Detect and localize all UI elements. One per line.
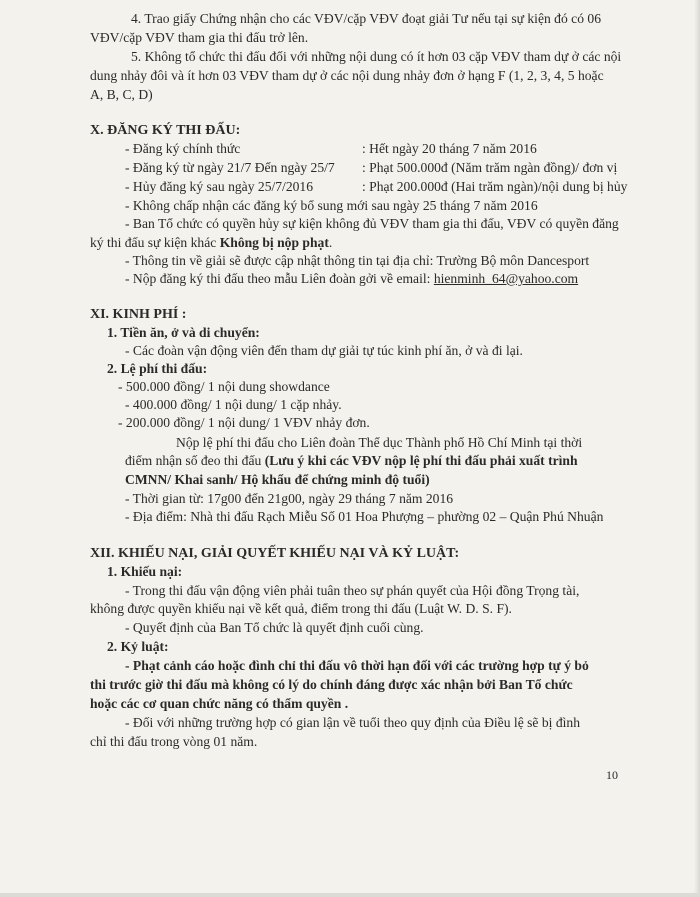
payment-line-3: CMNN/ Khai sanh/ Hộ khẩu để chứng minh độ tuổi) <box>125 472 430 487</box>
reg-note-1: - Không chấp nhận các đăng ký bổ sung mới sau ngày 25 tháng 7 năm 2016 <box>125 198 538 213</box>
reg-row-2-value: : Phạt 500.000đ (Năm trăm ngàn đồng)/ đơn vị <box>362 160 618 175</box>
payment-line-2-text: điểm nhận số đeo thi đấu <box>125 453 265 468</box>
reg-row-1-value: : Hết ngày 20 tháng 7 năm 2016 <box>362 141 537 156</box>
discipline-line-3: hoặc các cơ quan chức năng có thẩm quyền . <box>90 696 349 711</box>
item-4-line-2: VĐV/cặp VĐV tham gia thi đấu trở lên. <box>90 30 309 45</box>
payment-place: - Địa điểm: Nhà thi đấu Rạch Miễu Số 01 Hoa Phượng – phường 02 – Quận Phú Nhuận <box>125 509 604 524</box>
reg-note-3: - Thông tin về giải sẽ được cập nhật thông tin tại địa chỉ: Trường Bộ môn Dancesport <box>125 253 590 268</box>
discipline-line-4: - Đối với những trường hợp có gian lận về tuổi theo quy định của Điều lệ sẽ bị đình <box>125 715 580 730</box>
section-x-title: X. ĐĂNG KÝ THI ĐẤU: <box>90 123 241 138</box>
scan-edge-right <box>694 0 700 897</box>
section-xi-sub1-text: - Các đoàn vận động viên đến tham dự giải tự túc kinh phí ăn, ở và đi lại. <box>125 343 523 358</box>
discipline-line-2: thi trước giờ thi đấu mà không có lý do chính đáng được xác nhận bởi Ban Tổ chức <box>90 677 573 692</box>
item-5-line-1: 5. Không tổ chức thi đấu đối với những nội dung có ít hơn 03 cặp VĐV tham dự ở các nội <box>131 49 622 64</box>
reg-note-2-line-2 <box>90 234 332 252</box>
complaint-line-3: - Quyết định của Ban Tổ chức là quyết định cuối cùng. <box>125 620 424 635</box>
reg-note-4 <box>125 270 578 288</box>
email-link[interactable]: hienminh_64@yahoo.com <box>433 271 579 286</box>
item-5-line-2: dung nhảy đôi và ít hơn 03 VĐV tham dự ở các nội dung nhảy đơn ở hạng F (1, 2, 3, 4, 5 hoặc <box>90 68 604 83</box>
section-xii-title: XII. KHIẾU NẠI, GIẢI QUYẾT KHIẾU NẠI VÀ KỶ LUẬT: <box>90 546 460 561</box>
reg-row-3-value: : Phạt 200.000đ (Hai trăm ngàn)/nội dung bị hủy <box>362 179 628 194</box>
reg-note-4-text: - Nộp đăng ký thi đấu theo mẫu Liên đoàn gởi về email: <box>125 271 434 286</box>
section-xii-sub2: 2. Kỷ luật: <box>107 639 169 654</box>
section-xi-sub1: 1. Tiền ăn, ở và di chuyển: <box>107 325 260 340</box>
section-xii-sub1: 1. Khiếu nại: <box>107 564 183 579</box>
reg-note-2-end: . <box>328 235 333 250</box>
page-number: 10 <box>606 768 618 782</box>
discipline-line-1: - Phạt cảnh cáo hoặc đình chỉ thi đấu vô thời hạn đối với các trường hợp tự ý bỏ <box>125 658 589 673</box>
fee-3: - 200.000 đồng/ 1 nội dung/ 1 VĐV nhảy đơn. <box>118 415 370 430</box>
reg-note-2-bold: Không bị nộp phạt <box>219 235 329 250</box>
discipline-line-5: chỉ thi đấu trong vòng 01 năm. <box>90 734 258 749</box>
reg-row-2-label: - Đăng ký từ ngày 21/7 Đến ngày 25/7 <box>125 160 335 175</box>
complaint-line-1: - Trong thi đấu vận động viên phải tuân theo sự phán quyết của Hội đồng Trọng tài, <box>125 583 580 598</box>
scan-edge-bottom <box>0 893 700 897</box>
payment-time: - Thời gian từ: 17g00 đến 21g00, ngày 29 tháng 7 năm 2016 <box>125 491 454 506</box>
fee-1: - 500.000 đồng/ 1 nội dung showdance <box>118 379 330 394</box>
payment-line-1: Nộp lệ phí thi đấu cho Liên đoàn Thể dục Thành phố Hồ Chí Minh tại thời <box>176 435 583 450</box>
section-xi-title: XI. KINH PHÍ : <box>90 307 187 322</box>
item-4-line-1: 4. Trao giấy Chứng nhận cho các VĐV/cặp VĐV đoạt giải Tư nếu tại sự kiện đó có 06 <box>131 11 601 26</box>
payment-line-2-bold: (Lưu ý khi các VĐV nộp lệ phí thi đấu phải xuất trình <box>264 453 578 468</box>
reg-note-2-line-1: - Ban Tổ chức có quyền hủy sự kiện không đủ VĐV tham gia thi đấu, VĐV có quyền đăng <box>125 216 619 231</box>
complaint-line-2: không được quyền khiếu nại về kết quả, điểm trong thi đấu (Luật W. D. S. F). <box>90 601 512 616</box>
fee-2: - 400.000 đồng/ 1 nội dung/ 1 cặp nhảy. <box>125 397 342 412</box>
payment-line-2 <box>125 452 578 470</box>
reg-note-2-text: ký thi đấu sự kiện khác <box>90 235 220 250</box>
section-xi-sub2: 2. Lệ phí thi đấu: <box>107 361 208 376</box>
item-5-line-3: A, B, C, D) <box>90 87 153 102</box>
reg-row-3-label: - Hủy đăng ký sau ngày 25/7/2016 <box>125 179 314 194</box>
reg-row-1-label: - Đăng ký chính thức <box>125 141 241 156</box>
